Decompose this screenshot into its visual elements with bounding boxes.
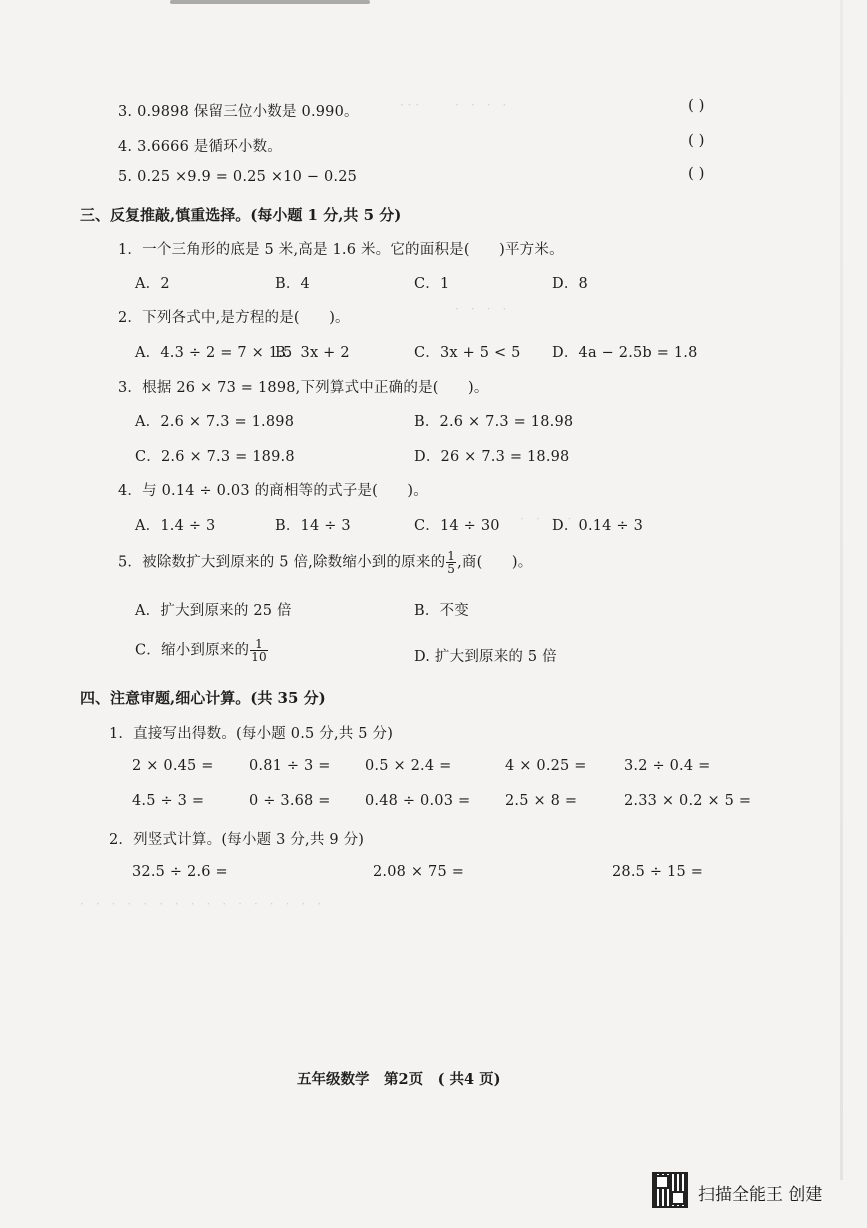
choice-q1-option-c: C．1 <box>414 276 450 292</box>
tf-item-5: 5. 0.25 ×9.9 = 0.25 ×10 − 0.25 <box>118 169 358 185</box>
choice-q1-option-b: B．4 <box>275 276 310 292</box>
choice-q5-option-c: C．缩小到原来的 $\frac{1}{10}$ <box>135 637 267 664</box>
choice-q3-option-c: C．2.6 × 7.3 = 189.8 <box>135 449 295 465</box>
choice-q4-option-c: C．14 ÷ 30 <box>414 518 500 534</box>
choice-q3-option-b: B．2.6 × 7.3 = 18.98 <box>414 414 574 430</box>
vertical-calc-item: 32.5 ÷ 2.6 = <box>132 864 228 880</box>
choice-q2-option-b: B．3x + 2 <box>275 345 350 361</box>
choice-q4-stem: 4．与 0.14 ÷ 0.03 的商相等的式子是( )。 <box>118 483 428 499</box>
tf-item-3: 3. 0.9898 保留三位小数是 0.990。 <box>118 104 359 120</box>
oral-calc-item: 4.5 ÷ 3 = <box>132 793 205 809</box>
choice-q3-stem: 3．根据 26 × 73 = 1898,下列算式中正确的是( )。 <box>118 380 489 396</box>
fraction-one-tenth: $\frac{1}{10}$ <box>251 637 267 664</box>
choice-q5-option-a: A．扩大到原来的 25 倍 <box>135 603 292 619</box>
oral-calc-item: 2.5 × 8 = <box>505 793 578 809</box>
choice-q1-option-a: A．2 <box>135 276 170 292</box>
vertical-calc-item: 28.5 ÷ 15 = <box>612 864 704 880</box>
choice-q4-option-d: D．0.14 ÷ 3 <box>552 518 644 534</box>
choice-q3-option-d: D．26 × 7.3 = 18.98 <box>414 449 570 465</box>
oral-calc-item: 2.33 × 0.2 × 5 = <box>624 793 752 809</box>
choice-q4-option-b: B．14 ÷ 3 <box>275 518 351 534</box>
vertical-calc-item: 2.08 × 75 = <box>373 864 465 880</box>
oral-calc-item: 4 × 0.25 = <box>505 758 587 774</box>
choice-q1-option-d: D．8 <box>552 276 588 292</box>
choice-q5-option-b: B．不变 <box>414 603 469 619</box>
bleed-through-mark: · · · · <box>455 302 507 316</box>
oral-calc-item: 0.5 × 2.4 = <box>365 758 452 774</box>
choice-q4-option-a: A．1.4 ÷ 3 <box>135 518 216 534</box>
choice-q5-option-d: D. 扩大到原来的 5 倍 <box>414 649 557 665</box>
scan-edge-shadow <box>840 0 843 1180</box>
choice-q2-option-d: D．4a − 2.5b = 1.8 <box>552 345 698 361</box>
bleed-through-mark: · · · · · · · <box>400 98 507 112</box>
oral-calc-title: 1．直接写出得数。(每小题 0.5 分,共 5 分) <box>109 726 394 742</box>
oral-calc-item: 2 × 0.45 = <box>132 758 214 774</box>
answer-paren: ( ) <box>688 131 705 149</box>
scan-edge-mark <box>170 0 370 4</box>
choice-q2-option-a: A．4.3 ÷ 2 = 7 × 1.5 <box>135 345 293 361</box>
scanner-watermark-label: 扫描全能王 创建 <box>698 1185 823 1205</box>
choice-q2-stem: 2．下列各式中,是方程的是( )。 <box>118 310 350 326</box>
tf-item-4: 4. 3.6666 是循环小数。 <box>118 139 283 155</box>
choice-q5-stem: 5．被除数扩大到原来的 5 倍,除数缩小到的原来的 $\frac{1}{5}$ ,商( )。 <box>118 549 533 576</box>
section-4-title: 四、注意审题,细心计算。(共 35 分) <box>80 689 326 707</box>
bleed-through-mark: · · · · <box>520 512 572 526</box>
oral-calc-item: 0.48 ÷ 0.03 = <box>365 793 471 809</box>
choice-q1-stem: 1．一个三角形的底是 5 米,高是 1.6 米。它的面积是( )平方米。 <box>118 242 564 258</box>
oral-calc-item: 0.81 ÷ 3 = <box>249 758 331 774</box>
oral-calc-item: 0 ÷ 3.68 = <box>249 793 331 809</box>
answer-paren: ( ) <box>688 96 705 114</box>
choice-q3-option-a: A．2.6 × 7.3 = 1.898 <box>135 414 295 430</box>
fraction-one-fifth: $\frac{1}{5}$ <box>447 549 456 576</box>
answer-paren: ( ) <box>688 164 705 182</box>
bleed-through-mark: · · · · · · · · · · · · · · · · <box>80 897 322 911</box>
oral-calc-item: 3.2 ÷ 0.4 = <box>624 758 711 774</box>
section-3-title: 三、反复推敲,慎重选择。(每小题 1 分,共 5 分) <box>80 206 402 224</box>
choice-q2-option-c: C．3x + 5 < 5 <box>414 345 521 361</box>
qr-code-icon <box>652 1172 688 1208</box>
vertical-calc-title: 2．列竖式计算。(每小题 3 分,共 9 分) <box>109 832 365 848</box>
page-footer: 五年级数学 第2页 ( 共4 页) <box>297 1071 501 1088</box>
